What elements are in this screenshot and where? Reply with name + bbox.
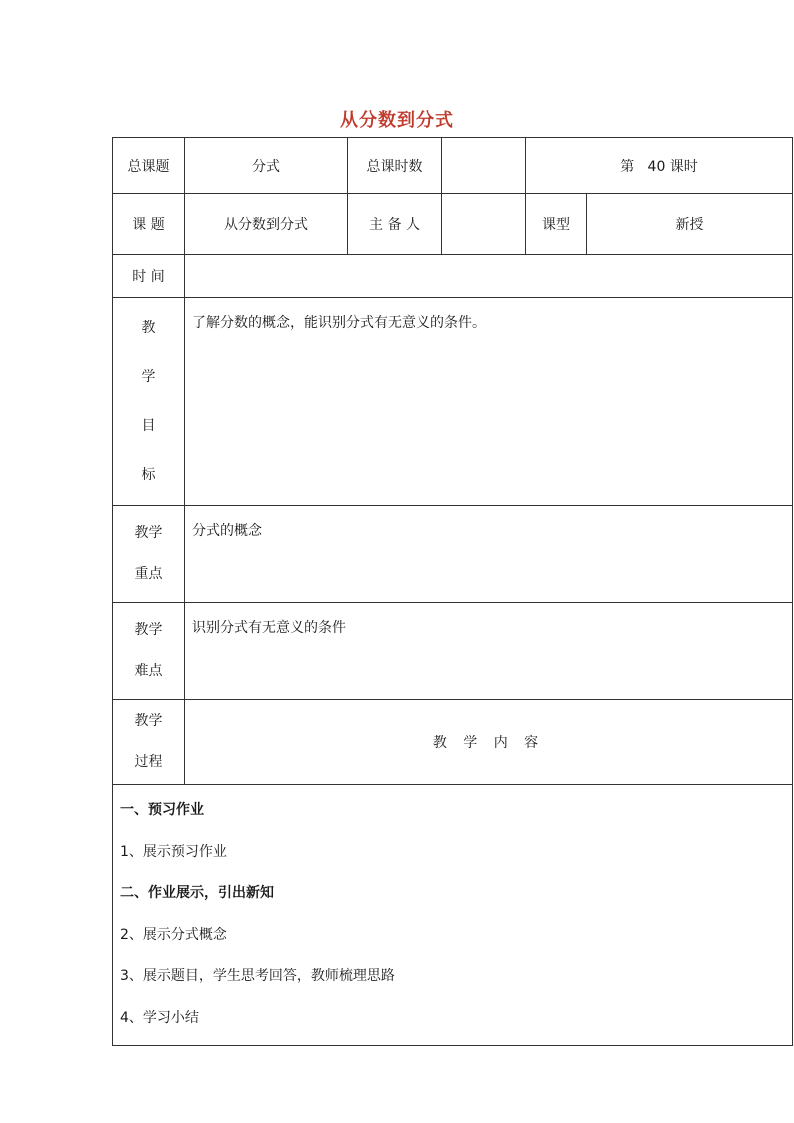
objectives-label	[113, 298, 185, 506]
process-label-line: 过程	[134, 754, 163, 770]
type-label: 课型	[526, 194, 587, 255]
total-topic-label: 总课题	[113, 138, 185, 194]
difficulties-label-line: 教学	[134, 622, 163, 638]
topic-value: 从分数到分式	[185, 194, 348, 255]
total-hours-value	[442, 138, 526, 194]
difficulties-label	[113, 603, 185, 700]
content-line: 一、预习作业	[120, 802, 204, 818]
lesson-number-text: 第 40 课时	[620, 158, 698, 175]
key-points-label-line: 重点	[134, 566, 163, 582]
total-topic-value: 分式	[185, 138, 348, 194]
key-points-label	[113, 506, 185, 603]
content-line: 二、作业展示，引出新知	[120, 885, 274, 901]
type-value: 新授	[587, 194, 793, 255]
objectives-label-char: 标	[141, 466, 156, 483]
page-title: 从分数到分式	[340, 110, 454, 131]
preparer-label: 主 备 人	[348, 194, 442, 255]
lesson-number	[526, 138, 793, 194]
time-label: 时 间	[113, 255, 185, 298]
objectives-label-char: 目	[141, 417, 156, 434]
objectives-label-char: 教	[141, 319, 156, 336]
preparer-value	[442, 194, 526, 255]
process-content-heading: 教 学 内 容	[185, 700, 793, 785]
content-line: 1、展示预习作业	[120, 843, 227, 860]
key-points-text: 分式的概念	[185, 506, 793, 603]
total-hours-label: 总课时数	[348, 138, 442, 194]
difficulties-text: 识别分式有无意义的条件	[185, 603, 793, 700]
key-points-label-line: 教学	[134, 525, 163, 541]
teaching-content	[113, 785, 793, 1046]
content-line: 2、展示分式概念	[120, 926, 227, 943]
process-label-line: 教学	[134, 713, 163, 729]
content-line: 4、学习小结	[120, 1009, 199, 1026]
difficulties-label-line: 难点	[134, 663, 163, 679]
time-value	[185, 255, 793, 298]
lesson-plan-table	[112, 137, 793, 1046]
process-label	[113, 700, 185, 785]
objectives-text: 了解分数的概念，能识别分式有无意义的条件。	[185, 298, 793, 506]
content-line: 3、展示题目，学生思考回答，教师梳理思路	[120, 968, 395, 984]
topic-label: 课 题	[113, 194, 185, 255]
objectives-label-char: 学	[141, 368, 156, 385]
